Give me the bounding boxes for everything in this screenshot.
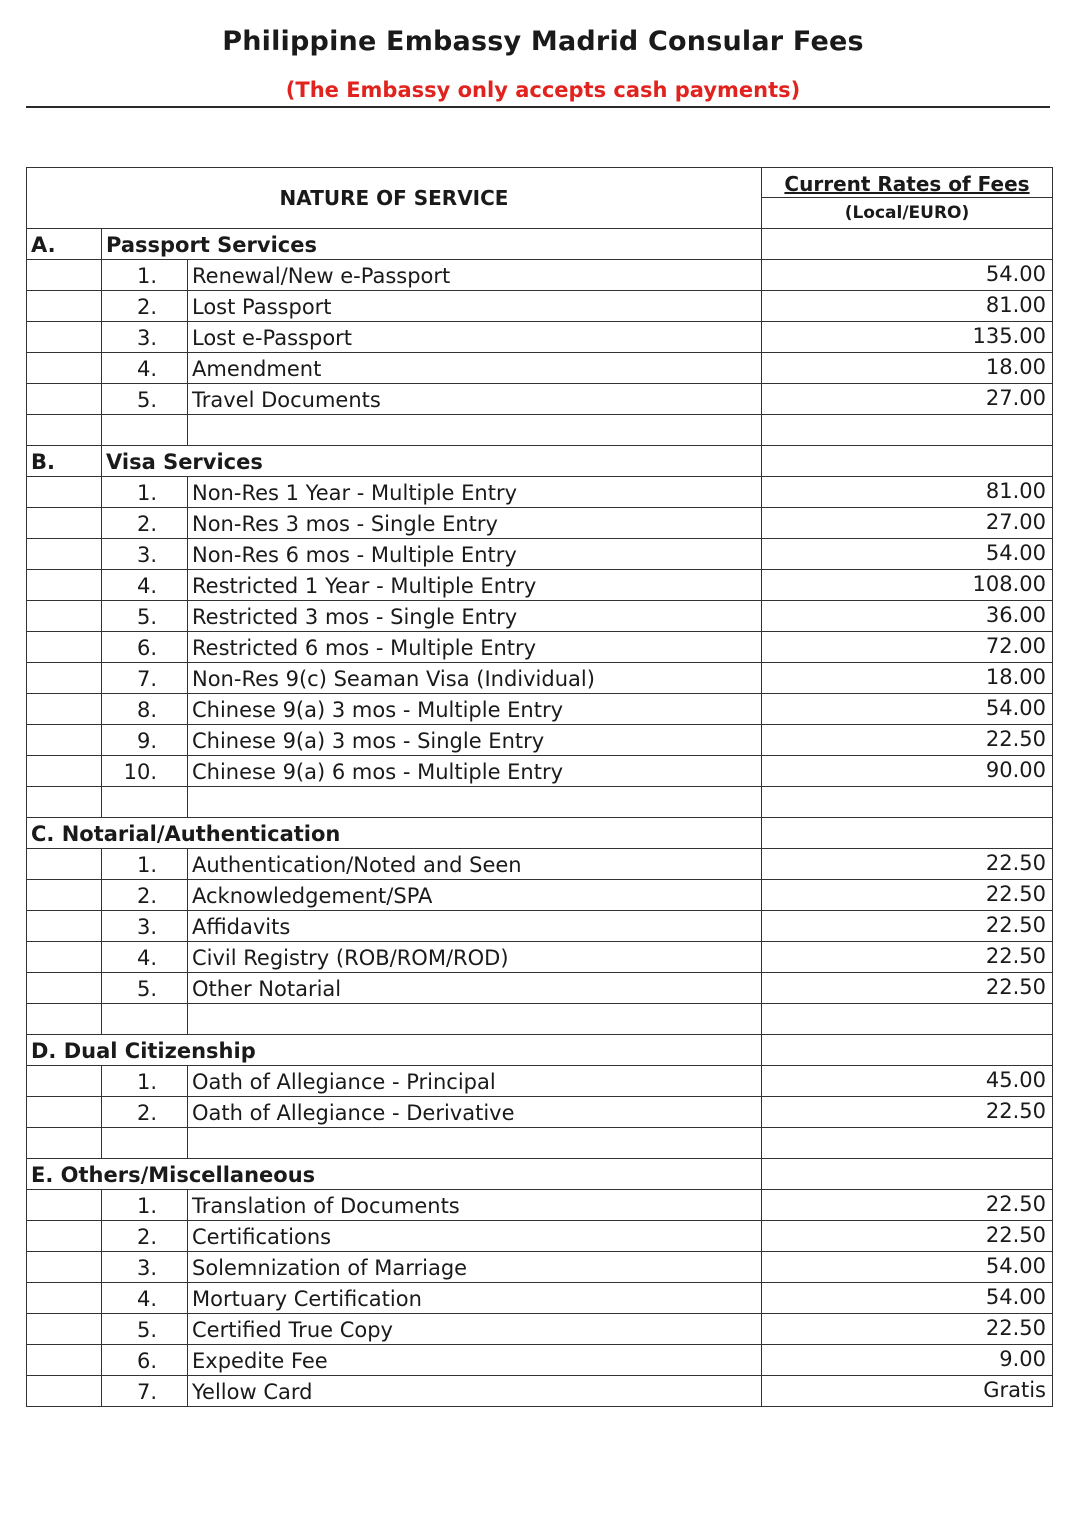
section-row bbox=[27, 446, 1053, 477]
service-name: Renewal/New e-Passport bbox=[188, 260, 762, 291]
fee-amount: 54.00 bbox=[762, 539, 1053, 570]
table-row bbox=[27, 1097, 1053, 1128]
row-spacer-cell bbox=[27, 1314, 102, 1345]
section-row bbox=[27, 1159, 1053, 1190]
row-spacer-cell bbox=[27, 1345, 102, 1376]
service-name: Acknowledgement/SPA bbox=[188, 880, 762, 911]
section-fee-cell bbox=[762, 1035, 1053, 1066]
fee-amount: 22.50 bbox=[762, 1097, 1053, 1128]
item-number: 2. bbox=[102, 880, 188, 911]
fee-amount: 54.00 bbox=[762, 1252, 1053, 1283]
section-title: Visa Services bbox=[102, 446, 762, 477]
table-row bbox=[27, 942, 1053, 973]
blank-cell bbox=[27, 1004, 102, 1035]
fee-amount: 18.00 bbox=[762, 663, 1053, 694]
fee-amount: 18.00 bbox=[762, 353, 1053, 384]
service-name: Restricted 3 mos - Single Entry bbox=[188, 601, 762, 632]
fee-amount: 54.00 bbox=[762, 694, 1053, 725]
section-fee-cell bbox=[762, 229, 1053, 260]
service-name: Chinese 9(a) 3 mos - Single Entry bbox=[188, 725, 762, 756]
table-row bbox=[27, 694, 1053, 725]
row-spacer-cell bbox=[27, 1221, 102, 1252]
row-spacer-cell bbox=[27, 260, 102, 291]
table-row bbox=[27, 1314, 1053, 1345]
row-spacer-cell bbox=[27, 477, 102, 508]
service-name: Expedite Fee bbox=[188, 1345, 762, 1376]
row-spacer-cell bbox=[27, 1283, 102, 1314]
fee-amount: 22.50 bbox=[762, 973, 1053, 1004]
item-number: 1. bbox=[102, 1066, 188, 1097]
table-row bbox=[27, 756, 1053, 787]
fee-amount: 90.00 bbox=[762, 756, 1053, 787]
item-number: 5. bbox=[102, 601, 188, 632]
item-number: 5. bbox=[102, 1314, 188, 1345]
row-spacer-cell bbox=[27, 694, 102, 725]
service-name: Chinese 9(a) 6 mos - Multiple Entry bbox=[188, 756, 762, 787]
table-row bbox=[27, 1283, 1053, 1314]
service-name: Certified True Copy bbox=[188, 1314, 762, 1345]
blank-cell bbox=[102, 415, 188, 446]
section-row bbox=[27, 818, 1053, 849]
table-row bbox=[27, 1066, 1053, 1097]
item-number: 7. bbox=[102, 1376, 188, 1407]
item-number: 6. bbox=[102, 632, 188, 663]
section-title: E. Others/Miscellaneous bbox=[27, 1159, 762, 1190]
blank-row bbox=[27, 1128, 1053, 1159]
service-name: Mortuary Certification bbox=[188, 1283, 762, 1314]
item-number: 3. bbox=[102, 1252, 188, 1283]
table-row bbox=[27, 384, 1053, 415]
service-name: Non-Res 1 Year - Multiple Entry bbox=[188, 477, 762, 508]
blank-cell bbox=[27, 415, 102, 446]
service-name: Translation of Documents bbox=[188, 1190, 762, 1221]
item-number: 2. bbox=[102, 1221, 188, 1252]
fee-amount: 72.00 bbox=[762, 632, 1053, 663]
row-spacer-cell bbox=[27, 539, 102, 570]
item-number: 2. bbox=[102, 291, 188, 322]
fee-amount: 22.50 bbox=[762, 942, 1053, 973]
cash-notice: (The Embassy only accepts cash payments) bbox=[285, 78, 801, 102]
section-fee-cell bbox=[762, 1159, 1053, 1190]
fee-amount: 9.00 bbox=[762, 1345, 1053, 1376]
service-name: Yellow Card bbox=[188, 1376, 762, 1407]
section-fee-cell bbox=[762, 446, 1053, 477]
fees-table-body bbox=[27, 168, 1053, 1407]
table-row bbox=[27, 1221, 1053, 1252]
blank-cell bbox=[188, 787, 762, 818]
item-number: 1. bbox=[102, 260, 188, 291]
section-fee-cell bbox=[762, 818, 1053, 849]
item-number: 3. bbox=[102, 322, 188, 353]
section-title: Passport Services bbox=[102, 229, 762, 260]
service-name: Amendment bbox=[188, 353, 762, 384]
service-name: Lost Passport bbox=[188, 291, 762, 322]
table-row bbox=[27, 1190, 1053, 1221]
item-number: 4. bbox=[102, 570, 188, 601]
table-row bbox=[27, 260, 1053, 291]
item-number: 2. bbox=[102, 508, 188, 539]
service-name: Restricted 6 mos - Multiple Entry bbox=[188, 632, 762, 663]
table-row bbox=[27, 632, 1053, 663]
item-number: 1. bbox=[102, 1190, 188, 1221]
row-spacer-cell bbox=[27, 942, 102, 973]
fee-amount: 54.00 bbox=[762, 1283, 1053, 1314]
table-row bbox=[27, 849, 1053, 880]
item-number: 2. bbox=[102, 1097, 188, 1128]
blank-row bbox=[27, 787, 1053, 818]
section-row bbox=[27, 229, 1053, 260]
fees-header bbox=[762, 168, 1053, 229]
table-row bbox=[27, 322, 1053, 353]
row-spacer-cell bbox=[27, 601, 102, 632]
service-name: Chinese 9(a) 3 mos - Multiple Entry bbox=[188, 694, 762, 725]
table-row bbox=[27, 1376, 1053, 1407]
row-spacer-cell bbox=[27, 725, 102, 756]
fee-amount: 27.00 bbox=[762, 508, 1053, 539]
table-row bbox=[27, 973, 1053, 1004]
nature-of-service-header: NATURE OF SERVICE bbox=[27, 168, 762, 229]
row-spacer-cell bbox=[27, 756, 102, 787]
blank-cell bbox=[188, 1004, 762, 1035]
row-spacer-cell bbox=[27, 322, 102, 353]
fee-amount: 22.50 bbox=[762, 849, 1053, 880]
fee-amount: 81.00 bbox=[762, 477, 1053, 508]
service-name: Affidavits bbox=[188, 911, 762, 942]
blank-cell bbox=[762, 1004, 1053, 1035]
blank-cell bbox=[188, 415, 762, 446]
fee-amount: 54.00 bbox=[762, 260, 1053, 291]
title-divider bbox=[26, 106, 1050, 108]
item-number: 5. bbox=[102, 384, 188, 415]
service-name: Travel Documents bbox=[188, 384, 762, 415]
service-name: Non-Res 6 mos - Multiple Entry bbox=[188, 539, 762, 570]
blank-cell bbox=[27, 1128, 102, 1159]
blank-cell bbox=[762, 1128, 1053, 1159]
fee-amount: 81.00 bbox=[762, 291, 1053, 322]
item-number: 4. bbox=[102, 942, 188, 973]
blank-cell bbox=[102, 1004, 188, 1035]
blank-cell bbox=[762, 415, 1053, 446]
item-number: 1. bbox=[102, 477, 188, 508]
item-number: 3. bbox=[102, 539, 188, 570]
row-spacer-cell bbox=[27, 384, 102, 415]
fee-amount: Gratis bbox=[762, 1376, 1053, 1407]
item-number: 9. bbox=[102, 725, 188, 756]
item-number: 10. bbox=[102, 756, 188, 787]
fee-amount: 22.50 bbox=[762, 1190, 1053, 1221]
service-name: Oath of Allegiance - Principal bbox=[188, 1066, 762, 1097]
row-spacer-cell bbox=[27, 1066, 102, 1097]
service-name: Authentication/Noted and Seen bbox=[188, 849, 762, 880]
service-name: Restricted 1 Year - Multiple Entry bbox=[188, 570, 762, 601]
item-number: 5. bbox=[102, 973, 188, 1004]
item-number: 8. bbox=[102, 694, 188, 725]
row-spacer-cell bbox=[27, 353, 102, 384]
row-spacer-cell bbox=[27, 973, 102, 1004]
table-row bbox=[27, 1252, 1053, 1283]
item-number: 4. bbox=[102, 353, 188, 384]
table-row bbox=[27, 725, 1053, 756]
service-name: Civil Registry (ROB/ROM/ROD) bbox=[188, 942, 762, 973]
row-spacer-cell bbox=[27, 1252, 102, 1283]
section-letter: B. bbox=[27, 446, 102, 477]
table-row bbox=[27, 880, 1053, 911]
table-row bbox=[27, 508, 1053, 539]
row-spacer-cell bbox=[27, 632, 102, 663]
fees-header-unit: (Local/EURO) bbox=[844, 203, 970, 223]
section-title: C. Notarial/Authentication bbox=[27, 818, 762, 849]
row-spacer-cell bbox=[27, 663, 102, 694]
row-spacer-cell bbox=[27, 291, 102, 322]
section-title: D. Dual Citizenship bbox=[27, 1035, 762, 1066]
blank-cell bbox=[102, 1128, 188, 1159]
service-name: Non-Res 9(c) Seaman Visa (Individual) bbox=[188, 663, 762, 694]
item-number: 3. bbox=[102, 911, 188, 942]
table-row bbox=[27, 477, 1053, 508]
row-spacer-cell bbox=[27, 1097, 102, 1128]
blank-cell bbox=[27, 787, 102, 818]
service-name: Solemnization of Marriage bbox=[188, 1252, 762, 1283]
row-spacer-cell bbox=[27, 911, 102, 942]
item-number: 4. bbox=[102, 1283, 188, 1314]
fee-amount: 22.50 bbox=[762, 1221, 1053, 1252]
item-number: 6. bbox=[102, 1345, 188, 1376]
fee-amount: 27.00 bbox=[762, 384, 1053, 415]
fee-amount: 108.00 bbox=[762, 570, 1053, 601]
row-spacer-cell bbox=[27, 849, 102, 880]
row-spacer-cell bbox=[27, 1376, 102, 1407]
fee-amount: 45.00 bbox=[762, 1066, 1053, 1097]
row-spacer-cell bbox=[27, 880, 102, 911]
fees-header-title: Current Rates of Fees bbox=[762, 168, 1052, 198]
page-title: Philippine Embassy Madrid Consular Fees bbox=[222, 26, 864, 57]
item-number: 7. bbox=[102, 663, 188, 694]
row-spacer-cell bbox=[27, 570, 102, 601]
table-row bbox=[27, 570, 1053, 601]
blank-row bbox=[27, 1004, 1053, 1035]
blank-cell bbox=[102, 787, 188, 818]
service-name: Certifications bbox=[188, 1221, 762, 1252]
table-row bbox=[27, 353, 1053, 384]
table-row bbox=[27, 1345, 1053, 1376]
fee-amount: 36.00 bbox=[762, 601, 1053, 632]
item-number: 1. bbox=[102, 849, 188, 880]
blank-row bbox=[27, 415, 1053, 446]
section-letter: A. bbox=[27, 229, 102, 260]
table-row bbox=[27, 663, 1053, 694]
blank-cell bbox=[762, 787, 1053, 818]
table-row bbox=[27, 539, 1053, 570]
fee-amount: 22.50 bbox=[762, 880, 1053, 911]
section-row bbox=[27, 1035, 1053, 1066]
fee-amount: 22.50 bbox=[762, 1314, 1053, 1345]
table-row bbox=[27, 291, 1053, 322]
fee-amount: 22.50 bbox=[762, 911, 1053, 942]
fee-amount: 22.50 bbox=[762, 725, 1053, 756]
fees-table bbox=[26, 167, 1053, 1407]
service-name: Non-Res 3 mos - Single Entry bbox=[188, 508, 762, 539]
row-spacer-cell bbox=[27, 508, 102, 539]
fee-amount: 135.00 bbox=[762, 322, 1053, 353]
table-row bbox=[27, 911, 1053, 942]
service-name: Other Notarial bbox=[188, 973, 762, 1004]
service-name: Lost e-Passport bbox=[188, 322, 762, 353]
blank-cell bbox=[188, 1128, 762, 1159]
row-spacer-cell bbox=[27, 1190, 102, 1221]
service-name: Oath of Allegiance - Derivative bbox=[188, 1097, 762, 1128]
table-header-row bbox=[27, 168, 1053, 229]
table-row bbox=[27, 601, 1053, 632]
